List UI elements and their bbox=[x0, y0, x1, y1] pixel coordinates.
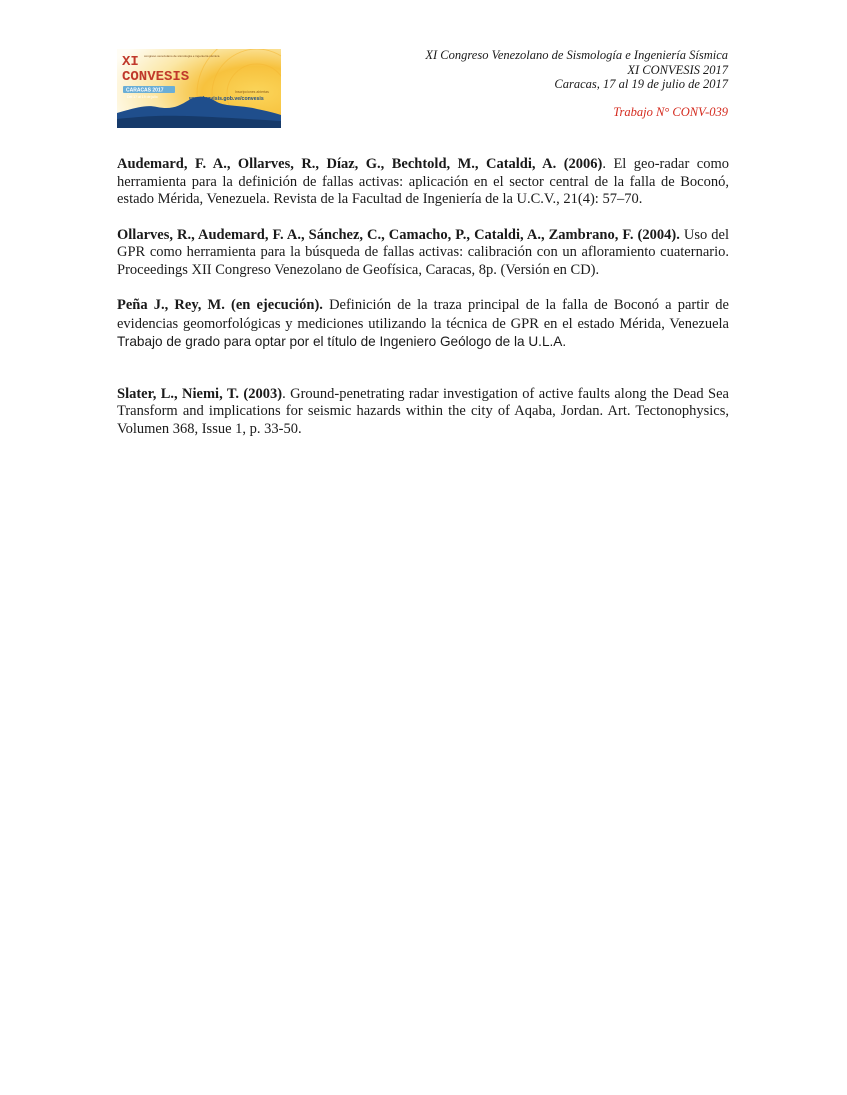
logo-numeral: XI bbox=[122, 54, 139, 70]
reference-item bbox=[117, 297, 729, 352]
page-header bbox=[425, 48, 728, 119]
reference-text: Definición de la traza principal de la falla de Boconó a partir de evidencias geomorfológicas y mediciones utilizando la técnica de GPR en el estado Mérida, Venezuela bbox=[117, 297, 729, 332]
header-congress-short: XI CONVESIS 2017 bbox=[627, 62, 728, 77]
references-list bbox=[117, 156, 729, 456]
reference-text: Uso del GPR como herramienta para la búsqueda de fallas activas: calibración con un afloramiento cuaternario. Proceedings XII Congreso Venezolano de Geofísica, Caracas, 8p. (Versión en CD). bbox=[117, 226, 729, 278]
header-congress-name: XI Congreso Venezolano de Sismología e Ingeniería Sísmica bbox=[425, 48, 728, 62]
logo-dates: Del 17 al 19 de julio bbox=[127, 95, 158, 99]
reference-item bbox=[117, 156, 729, 209]
reference-authors: Peña J., Rey, M. (en ejecución). bbox=[117, 297, 323, 313]
reference-authors: Audemard, F. A., Ollarves, R., Díaz, G., Bechtold, M., Cataldi, A. (2006) bbox=[117, 156, 603, 172]
reference-item bbox=[117, 227, 729, 280]
convesis-logo bbox=[117, 49, 281, 128]
reference-text: . El geo-radar como herramienta para la definición de fallas activas: aplicación en el sector central de la falla de Boconó, estado Mérida, Venezuela. Revista de la Facultad de Ingeniería de la U.C.V., 21(4): 57–70. bbox=[117, 156, 729, 207]
convesis-logo-graphic bbox=[117, 49, 281, 128]
logo-url: www.funvisis.gob.ve/convesis bbox=[189, 96, 264, 102]
reference-text-tail: Trabajo de grado para optar por el título de Ingeniero Geólogo de la U.L.A. bbox=[117, 334, 567, 349]
header-trabajo-number: Trabajo N° CONV-039 bbox=[613, 104, 728, 119]
logo-name: CONVESIS bbox=[122, 69, 190, 85]
logo-registration: Inscripciones abiertas bbox=[235, 90, 269, 94]
reference-item bbox=[117, 386, 729, 439]
reference-authors: Ollarves, R., Audemard, F. A., Sánchez, C., Camacho, P., Cataldi, A., Zambrano, F. (2004). bbox=[117, 226, 680, 243]
reference-text: . Ground-penetrating radar investigation of active faults along the Dead Sea Transform and implications for seismic hazards within the city of Aqaba, Jordan. Art. Tectonophysics, Volumen 368, Issue 1, p. 33-50. bbox=[117, 385, 729, 437]
reference-authors: Slater, L., Niemi, T. (2003) bbox=[117, 385, 283, 402]
logo-tagline: congreso venezolano de sismología e ingeniería sísmica bbox=[144, 54, 220, 58]
header-dates: Caracas, 17 al 19 de julio de 2017 bbox=[554, 77, 728, 91]
logo-city-badge: CARACAS 2017 bbox=[126, 87, 164, 94]
